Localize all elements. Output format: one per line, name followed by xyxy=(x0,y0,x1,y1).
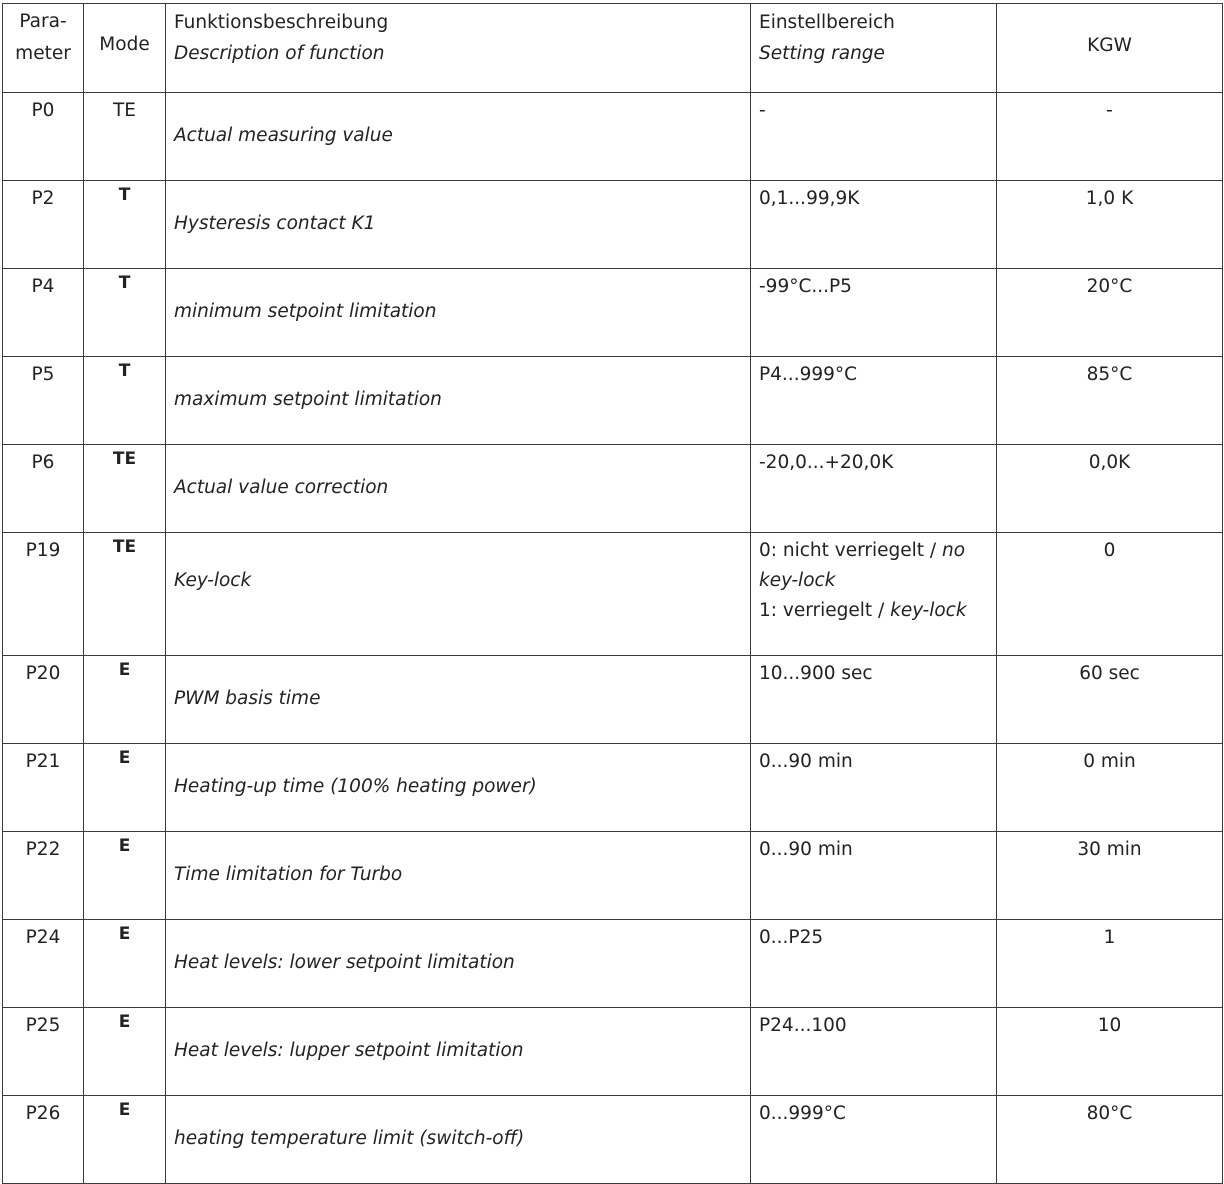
description-en: Actual measuring value xyxy=(174,125,393,146)
description-cell xyxy=(166,1096,751,1184)
table-row xyxy=(3,1008,1223,1096)
kgw-cell: 20°C xyxy=(997,269,1223,357)
setting-range-range-l1-de: 0: nicht verriegelt / xyxy=(759,540,943,561)
table-row xyxy=(3,181,1223,269)
setting-range-range-l3-de: 1: verriegelt / xyxy=(759,600,891,621)
table-row xyxy=(3,920,1223,1008)
kgw-cell: - xyxy=(997,93,1223,181)
header-kgw: KGW xyxy=(997,4,1223,93)
parameter-cell: P21 xyxy=(3,744,84,832)
mode-cell: T xyxy=(84,181,166,269)
description-cell xyxy=(166,93,751,181)
header-setting-range xyxy=(751,4,997,93)
setting-range-cell: P4...999°C xyxy=(751,357,997,445)
kgw-cell: 60 sec xyxy=(997,656,1223,744)
description-cell xyxy=(166,269,751,357)
table-row xyxy=(3,656,1223,744)
mode-cell: T xyxy=(84,357,166,445)
description-cell xyxy=(166,181,751,269)
setting-range-cell: 0...90 min xyxy=(751,744,997,832)
description-cell xyxy=(166,832,751,920)
parameter-cell: P25 xyxy=(3,1008,84,1096)
parameter-table xyxy=(2,3,1223,1184)
parameter-cell: P22 xyxy=(3,832,84,920)
header-description-de: Funktionsbeschreibung xyxy=(174,12,389,33)
parameter-cell: P6 xyxy=(3,445,84,533)
description-cell xyxy=(166,445,751,533)
table-row xyxy=(3,93,1223,181)
description-en: Actual value correction xyxy=(174,477,389,498)
setting-range-cell xyxy=(751,533,997,656)
kgw-cell: 85°C xyxy=(997,357,1223,445)
setting-range-cell: 0...P25 xyxy=(751,920,997,1008)
table-row xyxy=(3,269,1223,357)
header-range-en: Setting range xyxy=(759,43,885,64)
mode-cell: E xyxy=(84,920,166,1008)
description-cell xyxy=(166,533,751,656)
parameter-cell: P2 xyxy=(3,181,84,269)
description-cell xyxy=(166,357,751,445)
mode-cell: TE xyxy=(84,445,166,533)
mode-cell: E xyxy=(84,832,166,920)
description-en: Heat levels: lupper setpoint limitation xyxy=(174,1040,524,1061)
parameter-cell: P0 xyxy=(3,93,84,181)
kgw-cell: 1,0 K xyxy=(997,181,1223,269)
header-range-de: Einstellbereich xyxy=(759,12,895,33)
header-mode: Mode xyxy=(84,4,166,93)
description-en: Heat levels: lower setpoint limitation xyxy=(174,952,515,973)
header-description-en: Description of function xyxy=(174,43,385,64)
description-cell xyxy=(166,920,751,1008)
header-parameter-line2: meter xyxy=(15,43,71,64)
setting-range-cell: -20,0...+20,0K xyxy=(751,445,997,533)
kgw-cell: 0,0K xyxy=(997,445,1223,533)
description-en: heating temperature limit (switch-off) xyxy=(174,1128,525,1149)
description-cell xyxy=(166,1008,751,1096)
description-en: Heating-up time (100% heating power) xyxy=(174,776,537,797)
description-cell xyxy=(166,656,751,744)
kgw-cell: 1 xyxy=(997,920,1223,1008)
kgw-cell: 0 xyxy=(997,533,1223,656)
kgw-cell: 80°C xyxy=(997,1096,1223,1184)
setting-range-cell: 10...900 sec xyxy=(751,656,997,744)
table-row xyxy=(3,1096,1223,1184)
mode-cell: E xyxy=(84,1096,166,1184)
setting-range-cell: 0...999°C xyxy=(751,1096,997,1184)
table-row xyxy=(3,357,1223,445)
table-row xyxy=(3,533,1223,656)
description-en: Key-lock xyxy=(174,570,252,591)
table-row xyxy=(3,832,1223,920)
setting-range-cell: -99°C...P5 xyxy=(751,269,997,357)
table-row xyxy=(3,744,1223,832)
parameter-table-wrapper xyxy=(2,3,1222,1149)
parameter-cell: P20 xyxy=(3,656,84,744)
parameter-cell: P26 xyxy=(3,1096,84,1184)
parameter-cell: P4 xyxy=(3,269,84,357)
mode-cell: E xyxy=(84,656,166,744)
mode-cell: E xyxy=(84,1008,166,1096)
description-en: Time limitation for Turbo xyxy=(174,864,403,885)
description-en: maximum setpoint limitation xyxy=(174,389,442,410)
mode-cell: TE xyxy=(84,93,166,181)
setting-range-range-l3-en: key-lock xyxy=(890,600,967,621)
kgw-cell: 10 xyxy=(997,1008,1223,1096)
description-en: PWM basis time xyxy=(174,688,321,709)
mode-cell: T xyxy=(84,269,166,357)
setting-range-cell: - xyxy=(751,93,997,181)
setting-range-cell: P24...100 xyxy=(751,1008,997,1096)
setting-range-cell: 0,1...99,9K xyxy=(751,181,997,269)
header-description xyxy=(166,4,751,93)
parameter-cell: P5 xyxy=(3,357,84,445)
parameter-cell: P24 xyxy=(3,920,84,1008)
table-row xyxy=(3,445,1223,533)
setting-range-range-l2-en: key-lock xyxy=(759,570,836,591)
kgw-cell: 0 min xyxy=(997,744,1223,832)
header-parameter-line1: Para- xyxy=(19,11,67,32)
description-en: Hysteresis contact K1 xyxy=(174,213,376,234)
parameter-cell: P19 xyxy=(3,533,84,656)
setting-range-range-l1-en: no xyxy=(942,540,966,561)
setting-range-cell: 0...90 min xyxy=(751,832,997,920)
header-parameter xyxy=(3,4,84,93)
description-cell xyxy=(166,744,751,832)
table-header-row xyxy=(3,4,1223,93)
mode-cell: TE xyxy=(84,533,166,656)
kgw-cell: 30 min xyxy=(997,832,1223,920)
mode-cell: E xyxy=(84,744,166,832)
description-en: minimum setpoint limitation xyxy=(174,301,437,322)
